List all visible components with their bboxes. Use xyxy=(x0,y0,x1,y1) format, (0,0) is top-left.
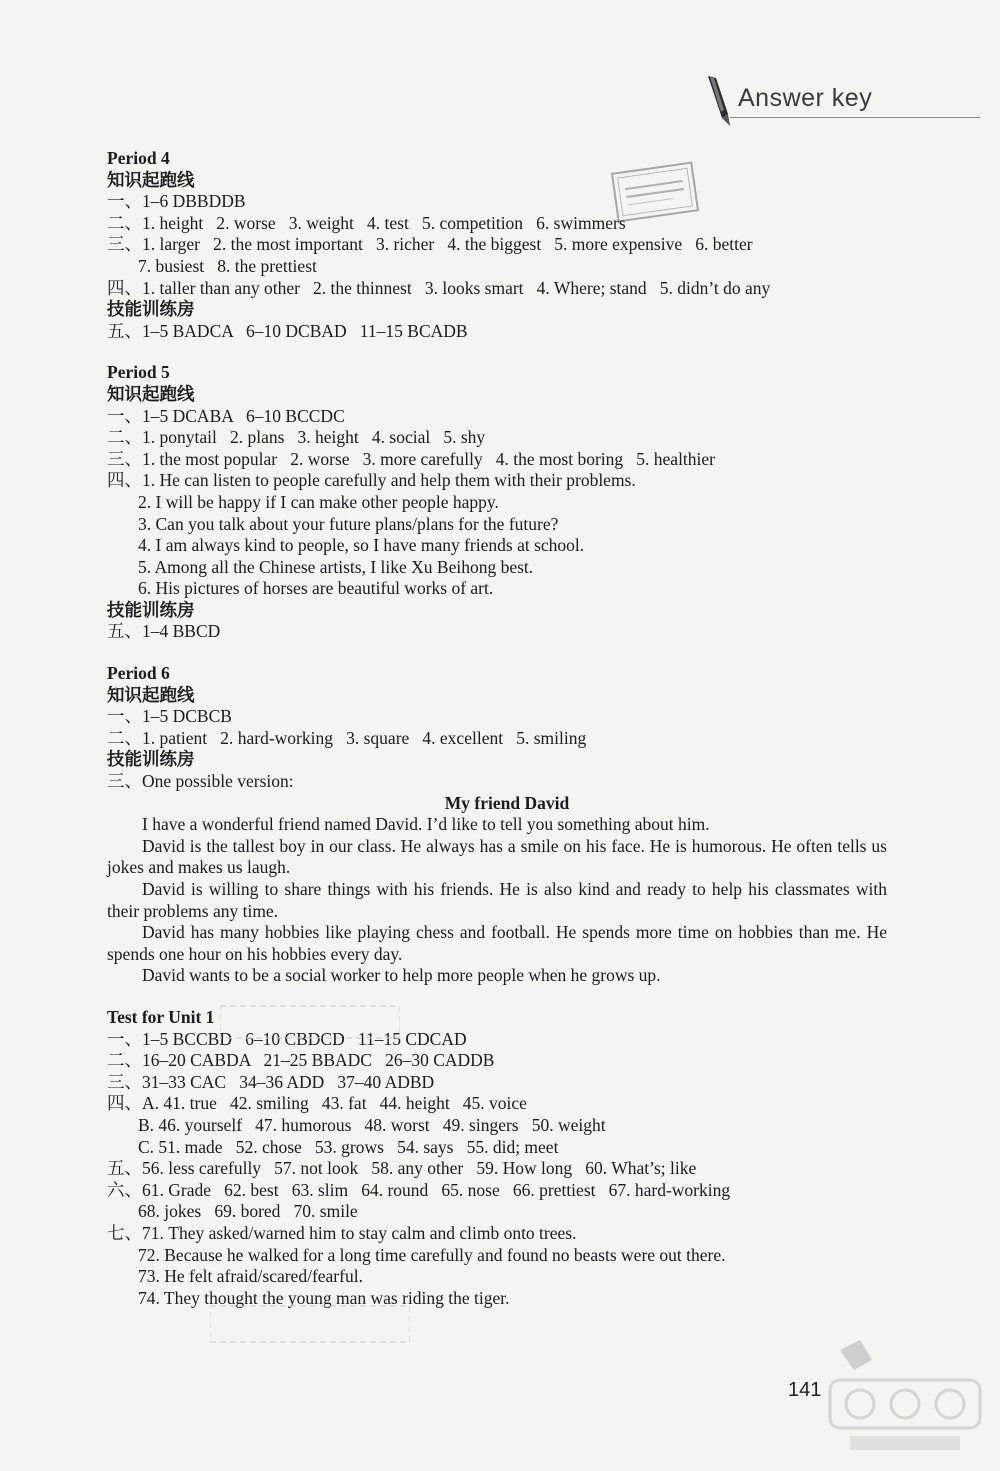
essay-paragraph: David is the tallest boy in our class. He always has a smile on his face. He is humorous. He often tells us jokes and makes us laugh. xyxy=(107,835,887,878)
answer-section xyxy=(107,148,887,342)
answer-section xyxy=(107,362,887,643)
answer-line: 二、1. patient 2. hard-working 3. square 4. excellent 5. smiling xyxy=(107,727,587,748)
subsection-heading: 知识起跑线 xyxy=(107,383,195,404)
answer-section xyxy=(107,663,887,987)
essay-paragraph: David has many hobbies like playing chess and football. He spends more time on hobbies than me. He spends one hour on his hobbies every day. xyxy=(107,922,887,964)
section-title: Test for Unit 1 xyxy=(107,1006,215,1027)
answer-line: 一、1–6 DBBDDB xyxy=(107,191,246,212)
answer-line: B. 46. yourself 47. humorous 48. worst 49. singers 50. weight xyxy=(138,1114,606,1135)
answer-line: 73. He felt afraid/scared/fearful. xyxy=(138,1266,363,1287)
page-number: 141 xyxy=(788,1379,822,1401)
header-divider xyxy=(730,117,980,118)
answer-line: 二、1. height 2. worse 3. weight 4. test 5. competition 6. swimmers xyxy=(107,212,626,233)
answer-line: 二、1. ponytail 2. plans 3. height 4. social 5. shy xyxy=(107,427,486,448)
subsection-heading: 技能训练房 xyxy=(107,299,195,320)
answer-line: 五、56. less carefully 57. not look 58. any other 59. How long 60. What’s; like xyxy=(107,1158,697,1179)
header-title: Answer key xyxy=(738,84,873,112)
answer-line: 5. Among all the Chinese artists, I like Xu Beihong best. xyxy=(138,556,534,577)
answer-line: 三、31–33 CAC 34–36 ADD 37–40 ADBD xyxy=(107,1071,435,1092)
mxqe-logo xyxy=(820,1330,990,1460)
subsection-heading: 技能训练房 xyxy=(107,599,195,620)
section-title: Period 5 xyxy=(107,362,170,383)
answer-line: 74. They thought the young man was riding the tiger. xyxy=(138,1287,510,1308)
essay-paragraph: I have a wonderful friend named David. I’d like to tell you something about him. xyxy=(142,814,710,835)
answer-line: C. 51. made 52. chose 53. grows 54. says 55. did; meet xyxy=(138,1136,559,1157)
answer-line: 三、1. the most popular 2. worse 3. more carefully 4. the most boring 5. healthier xyxy=(107,448,715,469)
answer-line: 四、1. He can listen to people carefully and help them with their problems. xyxy=(107,470,636,491)
section-title: Period 6 xyxy=(107,663,170,684)
answer-line: 四、1. taller than any other 2. the thinnest 3. looks smart 4. Where; stand 5. didn’t do any xyxy=(107,277,771,298)
answer-line: 4. I am always kind to people, so I have many friends at school. xyxy=(138,535,585,556)
pen-icon xyxy=(700,74,734,128)
answer-key-header xyxy=(690,72,980,128)
answer-line: 一、1–5 DCABA 6–10 BCCDC xyxy=(107,405,345,426)
answer-line: 6. His pictures of horses are beautiful works of art. xyxy=(138,578,494,599)
answer-line: 四、A. 41. true 42. smiling 43. fat 44. height 45. voice xyxy=(107,1093,527,1114)
essay-title: My friend David xyxy=(444,792,570,813)
answer-line: 七、71. They asked/warned him to stay calm and climb onto trees. xyxy=(107,1222,577,1243)
subsection-heading: 知识起跑线 xyxy=(107,684,195,705)
answer-content xyxy=(107,148,887,1329)
section-title: Period 4 xyxy=(107,148,170,168)
answer-line: 72. Because he walked for a long time carefully and found no beasts were out there. xyxy=(138,1244,726,1265)
answer-line: 7. busiest 8. the prettiest xyxy=(138,255,317,276)
answer-line: 二、16–20 CABDA 21–25 BBADC 26–30 CADDB xyxy=(107,1050,495,1071)
subsection-heading: 知识起跑线 xyxy=(107,169,195,190)
answer-line: 五、1–5 BADCA 6–10 DCBAD 11–15 BCADB xyxy=(107,320,468,341)
essay-paragraph: David is willing to share things with his friends. He is also kind and ready to help his classmates with their problems any time. xyxy=(107,879,887,921)
answer-section xyxy=(107,1007,887,1309)
answer-line: 2. I will be happy if I can make other people happy. xyxy=(138,491,499,512)
essay-paragraph: David wants to be a social worker to help more people when he grows up. xyxy=(142,965,661,986)
answer-line: 一、1–5 BCCBD 6–10 CBDCD 11–15 CDCAD xyxy=(107,1028,467,1049)
subsection-heading: 技能训练房 xyxy=(107,749,195,770)
answer-line: 三、1. larger 2. the most important 3. richer 4. the biggest 5. more expensive 6. better xyxy=(107,234,753,255)
answer-line: 三、One possible version: xyxy=(107,771,294,792)
answer-line: 68. jokes 69. bored 70. smile xyxy=(138,1201,358,1222)
answer-line: 五、1–4 BBCD xyxy=(107,621,221,642)
answer-line: 一、1–5 DCBCB xyxy=(107,706,232,727)
answer-line: 3. Can you talk about your future plans/plans for the future? xyxy=(138,513,559,534)
answer-line: 六、61. Grade 62. best 63. slim 64. round 65. nose 66. prettiest 67. hard-working xyxy=(107,1179,731,1200)
